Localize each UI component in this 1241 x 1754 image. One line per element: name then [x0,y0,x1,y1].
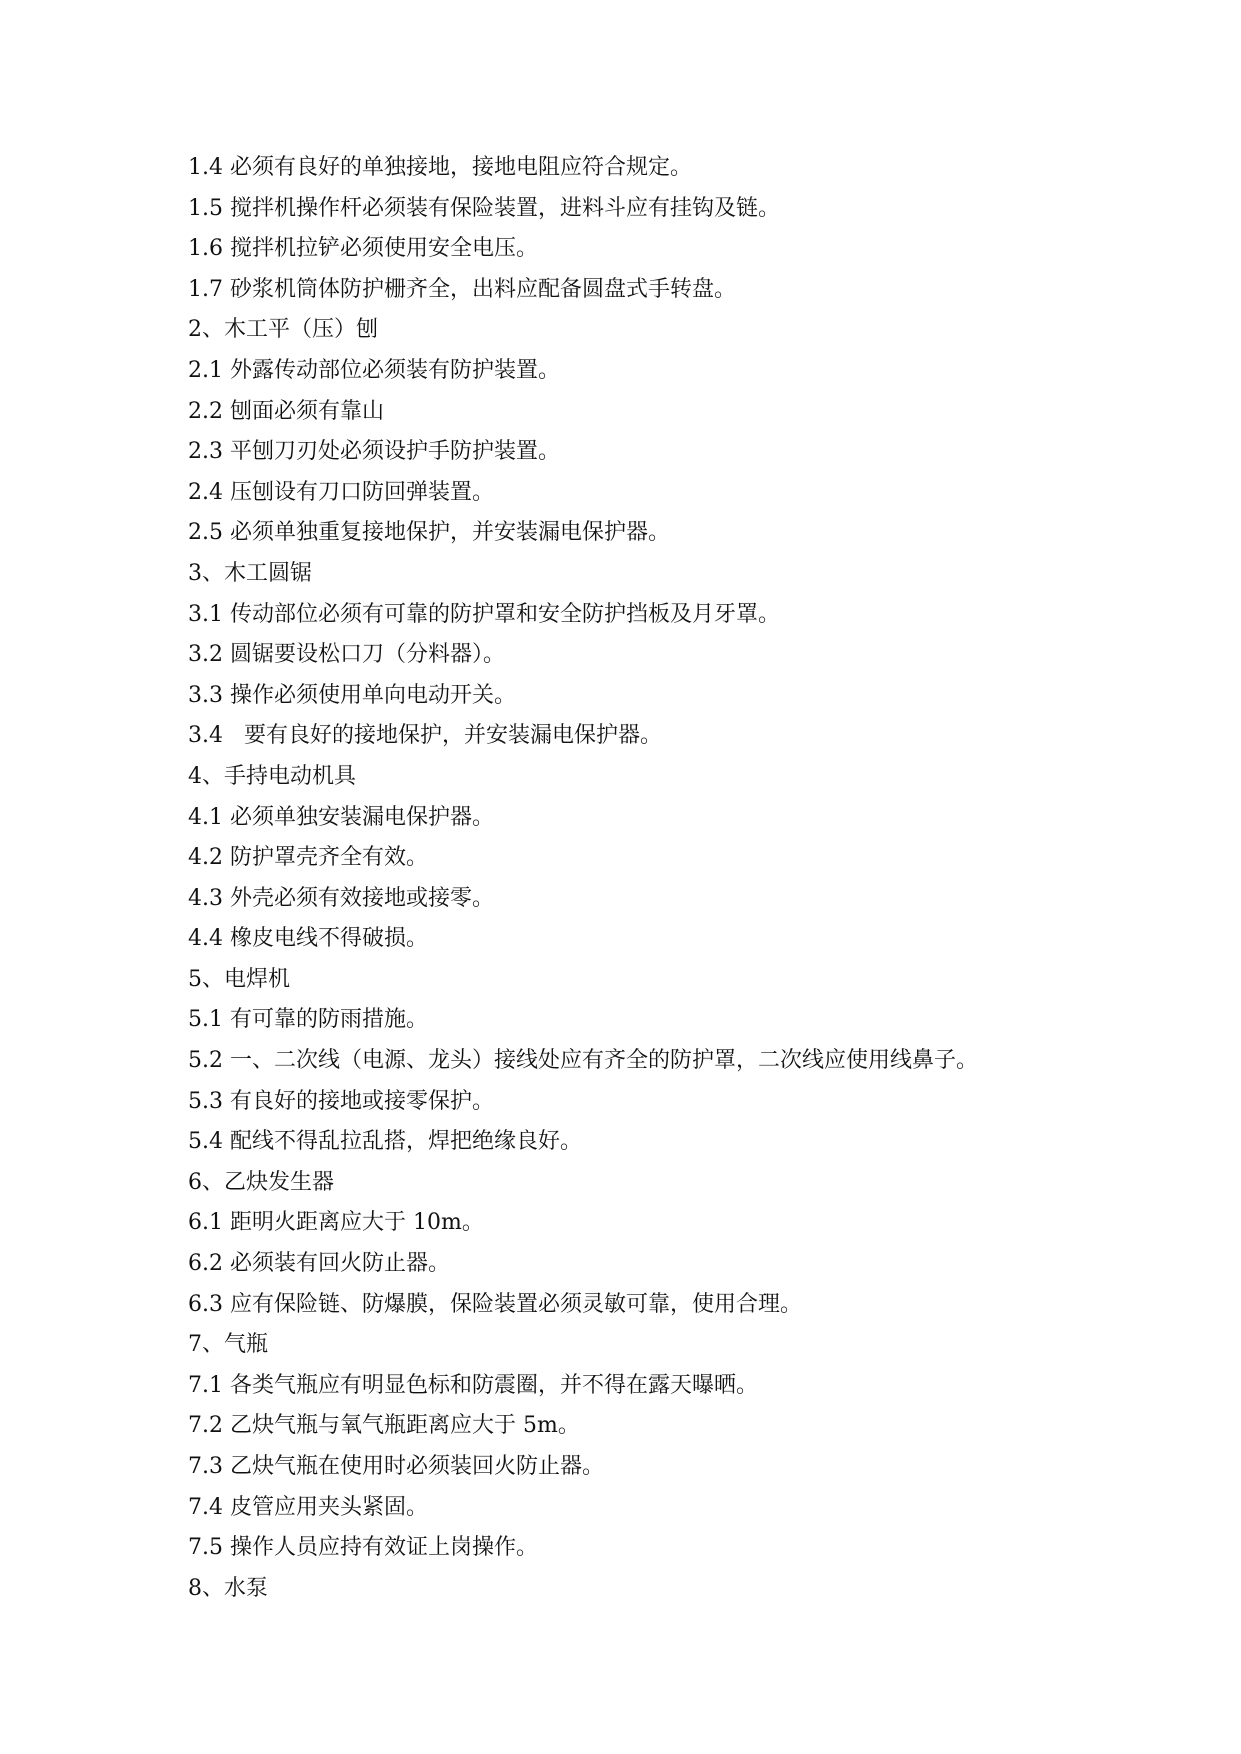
list-item [188,1406,1088,1447]
item-number: 1.6 [188,236,223,262]
item-number: 2.3 [188,439,223,465]
list-item [188,879,1088,920]
item-text: 必须装有回火防止器。 [230,1251,451,1277]
item-number: 1.4 [188,155,223,180]
item-text: 一、二次线（电源、龙头）接线处应有齐全的防护罩，二次线应使用线鼻子。 [230,1048,979,1074]
item-number: 4.4 [188,926,223,952]
item-number: 1.5 [188,195,223,221]
item-number: 5.3 [188,1088,223,1114]
list-item [188,229,1088,270]
item-number: 6.1 [188,1210,223,1236]
list-item [188,1285,1088,1326]
list-item [188,676,1088,717]
list-item [188,513,1088,554]
section-heading [188,757,1088,798]
item-text: 必须有良好的单独接地，接地电阻应符合规定。 [230,155,693,180]
section-number: 6、 [188,1169,224,1195]
item-text: 平刨刀刃处必须设护手防护装置。 [230,439,561,465]
item-number: 1.7 [188,276,223,302]
item-text: 橡皮电线不得破损。 [230,926,429,952]
list-item [188,1082,1088,1123]
list-item [188,919,1088,960]
item-number: 7.1 [188,1372,223,1398]
list-item [188,635,1088,676]
list-item [188,1366,1088,1407]
item-text: 乙炔气瓶在使用时必须装回火防止器。 [230,1454,605,1479]
list-item [188,1203,1088,1244]
item-text: 传动部位必须有可靠的防护罩和安全防护挡板及月牙罩。 [230,601,781,627]
item-text: 砂浆机筒体防护栅齐全，出料应配备圆盘式手转盘。 [230,276,737,302]
item-number: 5.4 [188,1129,223,1155]
item-number: 2.2 [188,398,223,424]
item-number: 4.1 [188,804,223,830]
list-item [188,1122,1088,1163]
item-text: 乙炔气瓶与氧气瓶距离应大于 5m。 [230,1413,580,1439]
list-item [188,1528,1088,1569]
item-number: 7.4 [188,1494,223,1520]
item-text: 必须单独安装漏电保护器。 [230,804,495,830]
item-number: 5.1 [188,1007,223,1033]
list-item [188,798,1088,839]
item-text: 操作人员应持有效证上岗操作。 [230,1535,539,1561]
list-item [188,432,1088,473]
list-item [188,1447,1088,1488]
item-number: 4.2 [188,845,223,871]
item-text: 应有保险链、防爆膜，保险装置必须灵敏可靠，使用合理。 [230,1291,803,1317]
list-item [188,838,1088,879]
document-body [188,148,1088,1609]
item-number: 7.3 [188,1454,223,1479]
section-heading [188,1569,1088,1610]
list-item [188,270,1088,311]
item-number: 2.5 [188,520,223,546]
list-item [188,392,1088,433]
section-heading [188,1325,1088,1366]
item-text: 距明火距离应大于 10m。 [230,1210,484,1236]
section-title: 木工圆锯 [224,560,313,586]
section-title: 木工平（压）刨 [224,317,379,343]
section-number: 4、 [188,763,224,789]
item-text: 有可靠的防雨措施。 [230,1007,429,1033]
list-item [188,716,1088,757]
item-text: 各类气瓶应有明显色标和防震圈，并不得在露天曝晒。 [230,1372,759,1398]
item-text: 压刨设有刀口防回弹装置。 [230,479,495,505]
section-heading [188,554,1088,595]
item-text: 外露传动部位必须装有防护装置。 [230,357,561,383]
section-title: 电焊机 [224,966,291,992]
item-number: 2.1 [188,357,223,383]
section-title: 手持电动机具 [224,763,357,789]
list-item [188,189,1088,230]
item-text: 圆锯要设松口刀（分料器）。 [230,642,506,668]
item-text: 配线不得乱拉乱搭，焊把绝缘良好。 [230,1129,583,1155]
section-heading [188,1163,1088,1204]
item-number: 3.1 [188,601,223,627]
section-title: 气瓶 [224,1332,269,1358]
item-text: 刨面必须有靠山 [230,398,385,424]
item-text: 有良好的接地或接零保护。 [230,1088,495,1114]
section-title: 乙炔发生器 [224,1169,335,1195]
section-number: 5、 [188,966,224,992]
section-heading [188,310,1088,351]
item-text: 皮管应用夹头紧固。 [230,1494,429,1520]
item-number: 5.2 [188,1048,223,1074]
item-text: 防护罩壳齐全有效。 [230,845,429,871]
section-heading [188,960,1088,1001]
item-number: 3.3 [188,682,223,708]
list-item [188,1244,1088,1285]
item-text: 要有良好的接地保护，并安装漏电保护器。 [230,723,662,749]
item-number: 3.4 [188,723,223,749]
section-title: 水泵 [224,1575,269,1601]
item-number: 4.3 [188,885,223,911]
section-number: 3、 [188,560,224,586]
list-item [188,1041,1088,1082]
list-item [188,351,1088,392]
item-text: 搅拌机拉铲必须使用安全电压。 [230,236,539,262]
item-text: 操作必须使用单向电动开关。 [230,682,517,708]
section-number: 7、 [188,1332,224,1358]
item-text: 外壳必须有效接地或接零。 [230,885,495,911]
item-number: 2.4 [188,479,223,505]
list-item [188,148,1088,189]
section-number: 2、 [188,317,224,343]
list-item [188,1000,1088,1041]
item-number: 6.2 [188,1251,223,1277]
item-number: 7.5 [188,1535,223,1561]
list-item [188,1488,1088,1529]
list-item [188,595,1088,636]
item-number: 7.2 [188,1413,223,1439]
item-text: 搅拌机操作杆必须装有保险装置，进料斗应有挂钩及链。 [230,195,781,221]
item-number: 6.3 [188,1291,223,1317]
item-number: 3.2 [188,642,223,668]
list-item [188,473,1088,514]
section-number: 8、 [188,1575,224,1601]
item-text: 必须单独重复接地保护，并安装漏电保护器。 [230,520,671,546]
